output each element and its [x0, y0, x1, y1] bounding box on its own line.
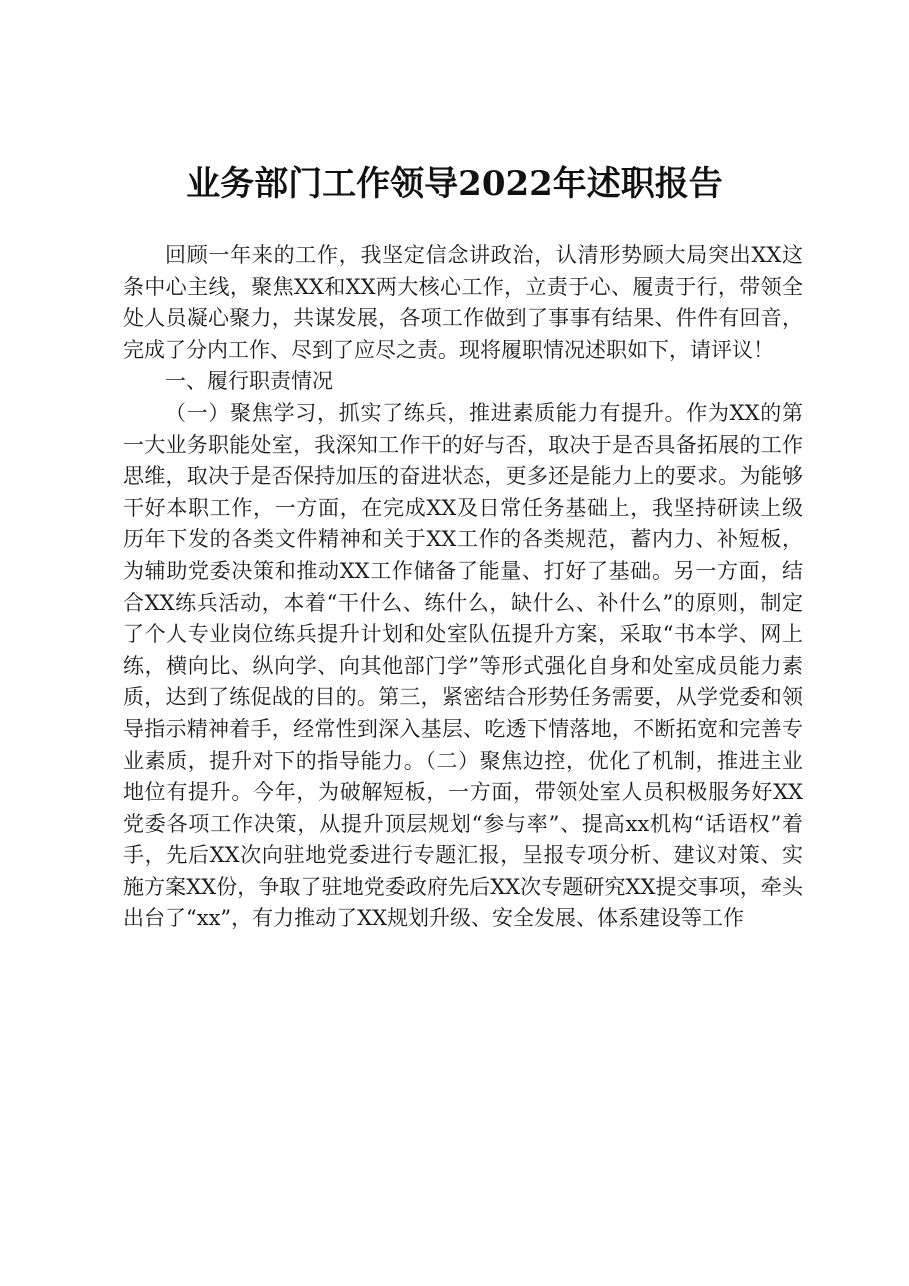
intro-paragraph: 回顾一年来的工作，我坚定信念讲政治，认清形势顾大局突出XX这条中心主线，聚焦XX和XX两大核心工作，立责于心、履责于行，带领全处人员凝心聚力，共谋发展，各项工作做到了事事有结果、件件有回音，完成了分内工作、尽到了应尽之责。现将履职情况述职如下，请评议！ [123, 243, 803, 362]
document-title: 业务部门工作领导2022年述职报告 [186, 164, 723, 204]
document-body [123, 240, 803, 935]
section-heading: 一、履行职责情况 [165, 369, 333, 394]
body-paragraph: （一）聚焦学习，抓实了练兵，推进素质能力有提升。作为XX的第一大业务职能处室，我深知工作干的好与否，取决于是否具备拓展的工作思维，取决于是否保持加压的奋进状态，更多还是能力上的要求。为能够干好本职工作，一方面，在完成XX及日常任务基础上，我坚持研读上级历年下发的各类文件精神和关于XX工作的各类规范，蓄内力、补短板，为辅助党委决策和推动XX工作储备了能量、打好了基础。另一方面，结合XX练兵活动，本着“干什么、练什么，缺什么、补什么”的原则，制定了个人专业岗位练兵提升计划和处室队伍提升方案，采取“书本学、网上练，横向比、纵向学、向其他部门学”等形式强化自身和处室成员能力素质，达到了练促战的目的。第三，紧密结合形势任务需要，从学党委和领导指示精神着手，经常性到深入基层、吃透下情落地，不断拓宽和完善专业素质，提升对下的指导能力。（二）聚焦边控，优化了机制，推进主业地位有提升。今年，为破解短板，一方面，带领处室人员积极服务好XX党委各项工作决策，从提升顶层规划“参与率”、提高xx机构“话语权”着手，先后XX次向驻地党委进行专题汇报，呈报专项分析、建议对策、实施方案XX份，争取了驻地党委政府先后XX次专题研究XX提交事项，牵头出台了“xx”，有力推动了XX规划升级、安全发展、体系建设等工作 [123, 400, 803, 931]
